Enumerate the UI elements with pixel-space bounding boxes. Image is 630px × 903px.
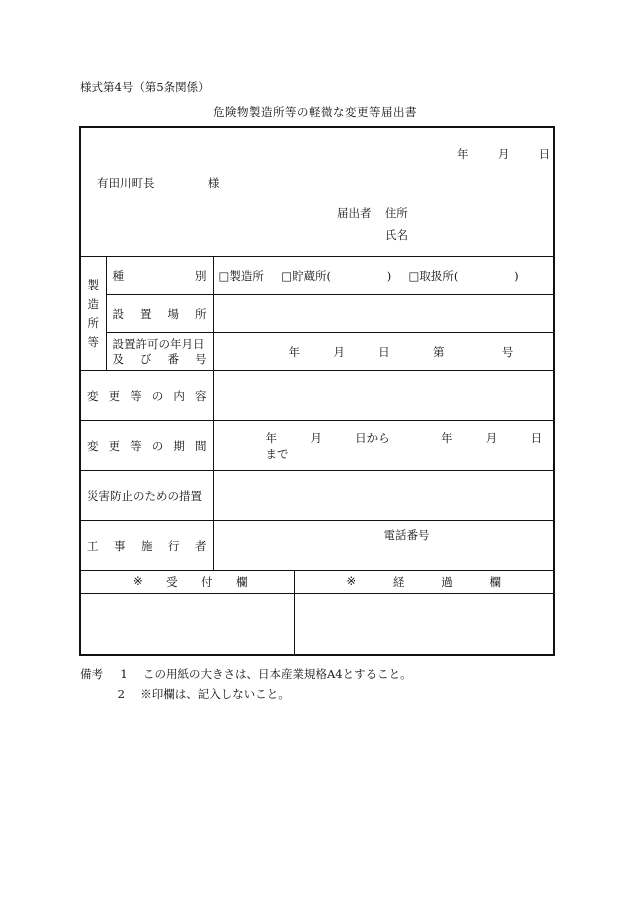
change-content-label: 変 更 等 の 内 容 (80, 371, 213, 421)
permit-field[interactable]: 年 月 日 第 号 (213, 333, 554, 371)
phone-label: 電話番号 (383, 528, 430, 542)
checkbox-chozo[interactable] (281, 269, 292, 283)
submission-date[interactable]: 年 月 日 (457, 147, 551, 161)
facility-type-label: 種 別 (106, 257, 213, 295)
location-field[interactable] (213, 295, 554, 333)
submitter-name[interactable]: 氏名 (385, 228, 408, 242)
progress-box (294, 594, 554, 656)
disaster-prevention-label: 災害防止のための措置 (80, 471, 213, 521)
facility-type-options: □ 製造所 □ 貯蔵所( ) □ 取扱所( ) (213, 257, 554, 295)
location-label: 設 置 場 所 (106, 295, 213, 333)
document-title: 危険物製造所等の軽微な変更等届出書 (213, 105, 417, 119)
addressee: 有田川町長 様 (97, 176, 220, 190)
permit-label: 設置許可の年月日 及 び 番 号 (106, 333, 213, 371)
reception-box (80, 594, 294, 656)
change-content-field[interactable] (213, 371, 554, 421)
reception-header: ※ 受 付 欄 (80, 571, 294, 594)
form-id: 様式第4号（第5条関係） (80, 80, 210, 94)
checkbox-seizo[interactable] (219, 269, 230, 283)
submitter-address[interactable]: 届出者 住所 (337, 206, 408, 220)
header-block (80, 127, 554, 257)
contractor-label: 工 事 施 行 者 (80, 521, 213, 571)
progress-header: ※ 経 過 欄 (294, 571, 554, 594)
contractor-field[interactable] (213, 521, 554, 571)
note-1: 備考 1 この用紙の大きさは、日本産業規格A4とすること。 (80, 667, 412, 681)
application-form (79, 126, 555, 656)
change-period-label: 変 更 等 の 期 間 (80, 421, 213, 471)
facility-group-label: 製 造 所 等 (80, 257, 106, 371)
disaster-prevention-field[interactable] (213, 471, 554, 521)
change-period-field[interactable]: 年 月 日から 年 月 日まで (213, 421, 554, 471)
checkbox-toriatsukai[interactable] (409, 269, 420, 283)
note-2: 2 ※印欄は、記入しないこと。 (117, 687, 290, 701)
